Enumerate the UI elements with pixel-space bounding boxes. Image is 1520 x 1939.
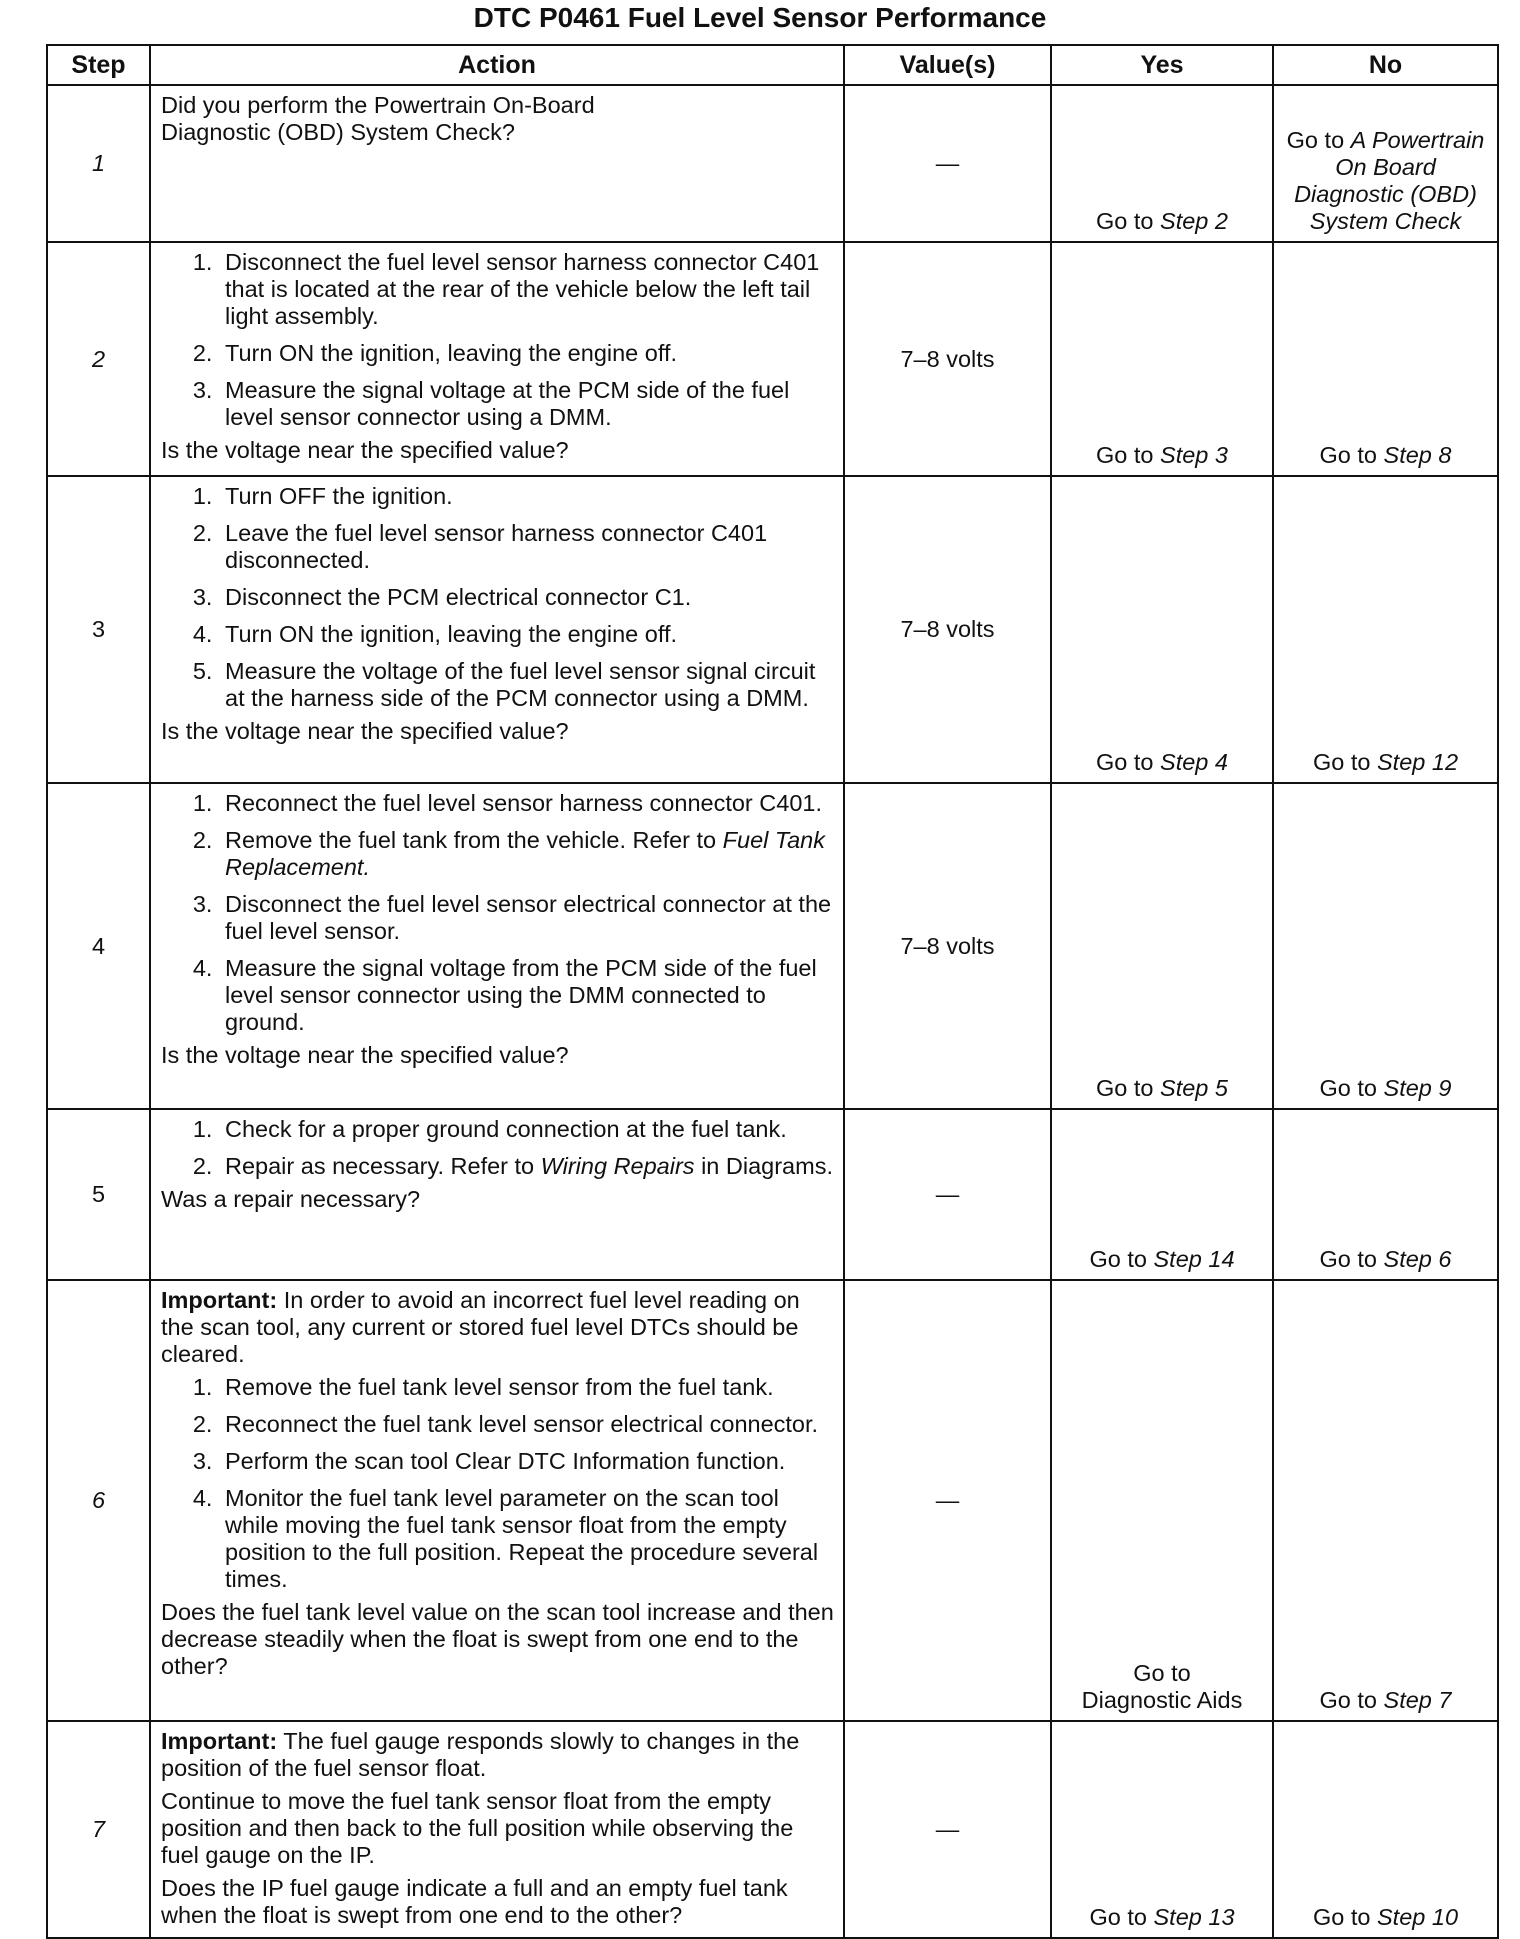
important-note bbox=[161, 1287, 835, 1368]
action-list bbox=[161, 249, 835, 431]
no-cell bbox=[1273, 476, 1498, 783]
value-cell: 7–8 volts bbox=[844, 476, 1051, 783]
header-action: Action bbox=[150, 45, 844, 85]
action-question: Was a repair necessary? bbox=[161, 1186, 421, 1212]
step-number: 4 bbox=[47, 783, 150, 1109]
no-prefix: Go to bbox=[1286, 127, 1345, 153]
table-row bbox=[47, 242, 1498, 476]
reference-link[interactable]: Wiring Repairs bbox=[540, 1153, 695, 1179]
action-cell bbox=[150, 1721, 844, 1938]
yes-step-link[interactable]: Step 13 bbox=[1153, 1904, 1235, 1930]
no-prefix: Go to bbox=[1312, 749, 1371, 775]
note-text: The fuel gauge responds slowly to changes in the position of the fuel sensor float. bbox=[161, 1728, 800, 1781]
header-values: Value(s) bbox=[844, 45, 1051, 85]
action-item: 3. Disconnect the fuel level sensor electrical connector at the fuel level sensor. bbox=[219, 891, 835, 945]
action-list bbox=[161, 483, 835, 712]
no-step-link[interactable]: Step 6 bbox=[1383, 1246, 1452, 1272]
no-cell bbox=[1273, 1721, 1498, 1938]
action-item bbox=[219, 1153, 835, 1180]
table-row bbox=[47, 1280, 1498, 1721]
action-question: Is the voltage near the specified value? bbox=[161, 718, 569, 744]
no-step-link[interactable]: Step 7 bbox=[1383, 1687, 1452, 1713]
action-cell bbox=[150, 242, 844, 476]
action-item-suffix: in Diagrams. bbox=[694, 1153, 833, 1179]
yes-cell bbox=[1051, 476, 1273, 783]
step-number: 2 bbox=[47, 242, 150, 476]
reference-link[interactable]: Fuel Tank Replacement. bbox=[225, 827, 825, 880]
yes-step-link[interactable]: Step 2 bbox=[1160, 208, 1228, 234]
no-cell bbox=[1273, 242, 1498, 476]
no-cell bbox=[1273, 783, 1498, 1109]
value-cell: — bbox=[844, 1109, 1051, 1280]
action-item: 1. Check for a proper ground connection at the fuel tank. bbox=[219, 1116, 835, 1143]
yes-prefix: Go to bbox=[1096, 442, 1154, 468]
step-number: 1 bbox=[47, 85, 150, 242]
no-step-link[interactable]: Step 12 bbox=[1377, 749, 1459, 775]
diagnostic-table bbox=[46, 44, 1499, 1939]
step-number: 5 bbox=[47, 1109, 150, 1280]
step-number: 6 bbox=[47, 1280, 150, 1721]
note-text: In order to avoid an incorrect fuel level reading on the scan tool, any current or stored fuel level DTCs should be cleared. bbox=[161, 1287, 800, 1367]
no-prefix: Go to bbox=[1319, 1687, 1377, 1713]
action-item: 4. Turn ON the ignition, leaving the engine off. bbox=[219, 621, 835, 648]
no-cell bbox=[1273, 1280, 1498, 1721]
yes-cell bbox=[1051, 85, 1273, 242]
action-question: Does the IP fuel gauge indicate a full and an empty fuel tank when the float is swept from one end to the other? bbox=[161, 1875, 788, 1928]
yes-prefix: Go to bbox=[1089, 1246, 1147, 1272]
no-prefix: Go to bbox=[1319, 1246, 1377, 1272]
yes-prefix: Go to bbox=[1133, 1660, 1191, 1686]
yes-cell bbox=[1051, 783, 1273, 1109]
yes-step-link[interactable]: Step 4 bbox=[1160, 749, 1228, 775]
action-item: 3. Perform the scan tool Clear DTC Information function. bbox=[219, 1448, 835, 1475]
yes-cell bbox=[1051, 1721, 1273, 1938]
no-prefix: Go to bbox=[1319, 442, 1377, 468]
no-step-link[interactable]: Step 9 bbox=[1383, 1075, 1452, 1101]
action-item: 1. Reconnect the fuel level sensor harness connector C401. bbox=[219, 790, 835, 817]
action-cell bbox=[150, 85, 844, 242]
step-number: 7 bbox=[47, 1721, 150, 1938]
no-step-link[interactable]: Step 8 bbox=[1383, 442, 1452, 468]
action-question: Does the fuel tank level value on the scan tool increase and then decrease steadily when the float is swept from one end to the other? bbox=[161, 1599, 834, 1679]
value-cell: — bbox=[844, 1280, 1051, 1721]
value-cell: 7–8 volts bbox=[844, 242, 1051, 476]
yes-cell bbox=[1051, 1280, 1273, 1721]
table-row bbox=[47, 1109, 1498, 1280]
action-cell bbox=[150, 476, 844, 783]
yes-prefix: Go to bbox=[1096, 208, 1154, 234]
header-step: Step bbox=[47, 45, 150, 85]
action-cell bbox=[150, 783, 844, 1109]
action-item-text: Repair as necessary. Refer to bbox=[225, 1153, 541, 1179]
action-item: 4. Measure the signal voltage from the PCM side of the fuel level sensor connector using the DMM connected to ground. bbox=[219, 955, 835, 1036]
yes-prefix: Go to bbox=[1096, 749, 1154, 775]
yes-step-link[interactable]: Diagnostic Aids bbox=[1081, 1687, 1243, 1713]
table-row bbox=[47, 1721, 1498, 1938]
yes-step-link[interactable]: Step 3 bbox=[1160, 442, 1228, 468]
action-item: 2. Leave the fuel level sensor harness connector C401 disconnected. bbox=[219, 520, 835, 574]
no-prefix: Go to bbox=[1312, 1904, 1371, 1930]
note-label: Important: bbox=[161, 1287, 278, 1313]
action-paragraph: Continue to move the fuel tank sensor float from the empty position and then back to the full position while observing the fuel gauge on the IP. bbox=[161, 1788, 794, 1868]
yes-cell bbox=[1051, 242, 1273, 476]
value-cell: — bbox=[844, 1721, 1051, 1938]
action-item: 4. Monitor the fuel tank level parameter on the scan tool while moving the fuel tank sensor float from the empty position to the full position. Repeat the procedure several times. bbox=[219, 1485, 835, 1593]
header-row bbox=[47, 45, 1498, 85]
action-cell bbox=[150, 1109, 844, 1280]
action-list bbox=[161, 1374, 835, 1593]
table-row bbox=[47, 85, 1498, 242]
no-cell bbox=[1273, 1109, 1498, 1280]
header-yes: Yes bbox=[1051, 45, 1273, 85]
yes-step-link[interactable]: Step 14 bbox=[1153, 1246, 1235, 1272]
action-item: 5. Measure the voltage of the fuel level sensor signal circuit at the harness side of the PCM connector using a DMM. bbox=[219, 658, 835, 712]
action-item: 2. Turn ON the ignition, leaving the engine off. bbox=[219, 340, 835, 367]
action-question: Is the voltage near the specified value? bbox=[161, 437, 569, 463]
action-item: 1. Turn OFF the ignition. bbox=[219, 483, 835, 510]
action-item: 1. Disconnect the fuel level sensor harness connector C401 that is located at the rear of the vehicle below the left tail light assembly. bbox=[219, 249, 835, 330]
action-item bbox=[219, 827, 835, 881]
value-cell: 7–8 volts bbox=[844, 783, 1051, 1109]
important-note bbox=[161, 1728, 835, 1782]
action-question: Did you perform the Powertrain On-Board Diagnostic (OBD) System Check? bbox=[161, 92, 595, 145]
step-number: 3 bbox=[47, 476, 150, 783]
action-item: 1. Remove the fuel tank level sensor from the fuel tank. bbox=[219, 1374, 835, 1401]
action-item: 3. Measure the signal voltage at the PCM side of the fuel level sensor connector using a DMM. bbox=[219, 377, 835, 431]
action-cell bbox=[150, 1280, 844, 1721]
action-list bbox=[161, 1116, 835, 1180]
yes-prefix: Go to bbox=[1089, 1904, 1147, 1930]
no-cell bbox=[1273, 85, 1498, 242]
table-row bbox=[47, 476, 1498, 783]
no-prefix: Go to bbox=[1319, 1075, 1377, 1101]
no-step-link[interactable]: A Powertrain On Board Diagnostic (OBD) System Check bbox=[1294, 127, 1485, 234]
yes-step-link[interactable]: Step 5 bbox=[1160, 1075, 1228, 1101]
table-row bbox=[47, 783, 1498, 1109]
yes-cell bbox=[1051, 1109, 1273, 1280]
no-step-link[interactable]: Step 10 bbox=[1377, 1904, 1459, 1930]
value-cell: — bbox=[844, 85, 1051, 242]
action-item: 3. Disconnect the PCM electrical connector C1. bbox=[219, 584, 835, 611]
yes-prefix: Go to bbox=[1096, 1075, 1154, 1101]
note-label: Important: bbox=[161, 1728, 278, 1754]
action-item: 2. Reconnect the fuel tank level sensor electrical connector. bbox=[219, 1411, 835, 1438]
action-list bbox=[161, 790, 835, 1036]
action-question: Is the voltage near the specified value? bbox=[161, 1042, 569, 1068]
document-title: DTC P0461 Fuel Level Sensor Performance bbox=[473, 2, 1047, 33]
header-no: No bbox=[1273, 45, 1498, 85]
action-item-text: Remove the fuel tank from the vehicle. Refer to bbox=[225, 827, 723, 853]
